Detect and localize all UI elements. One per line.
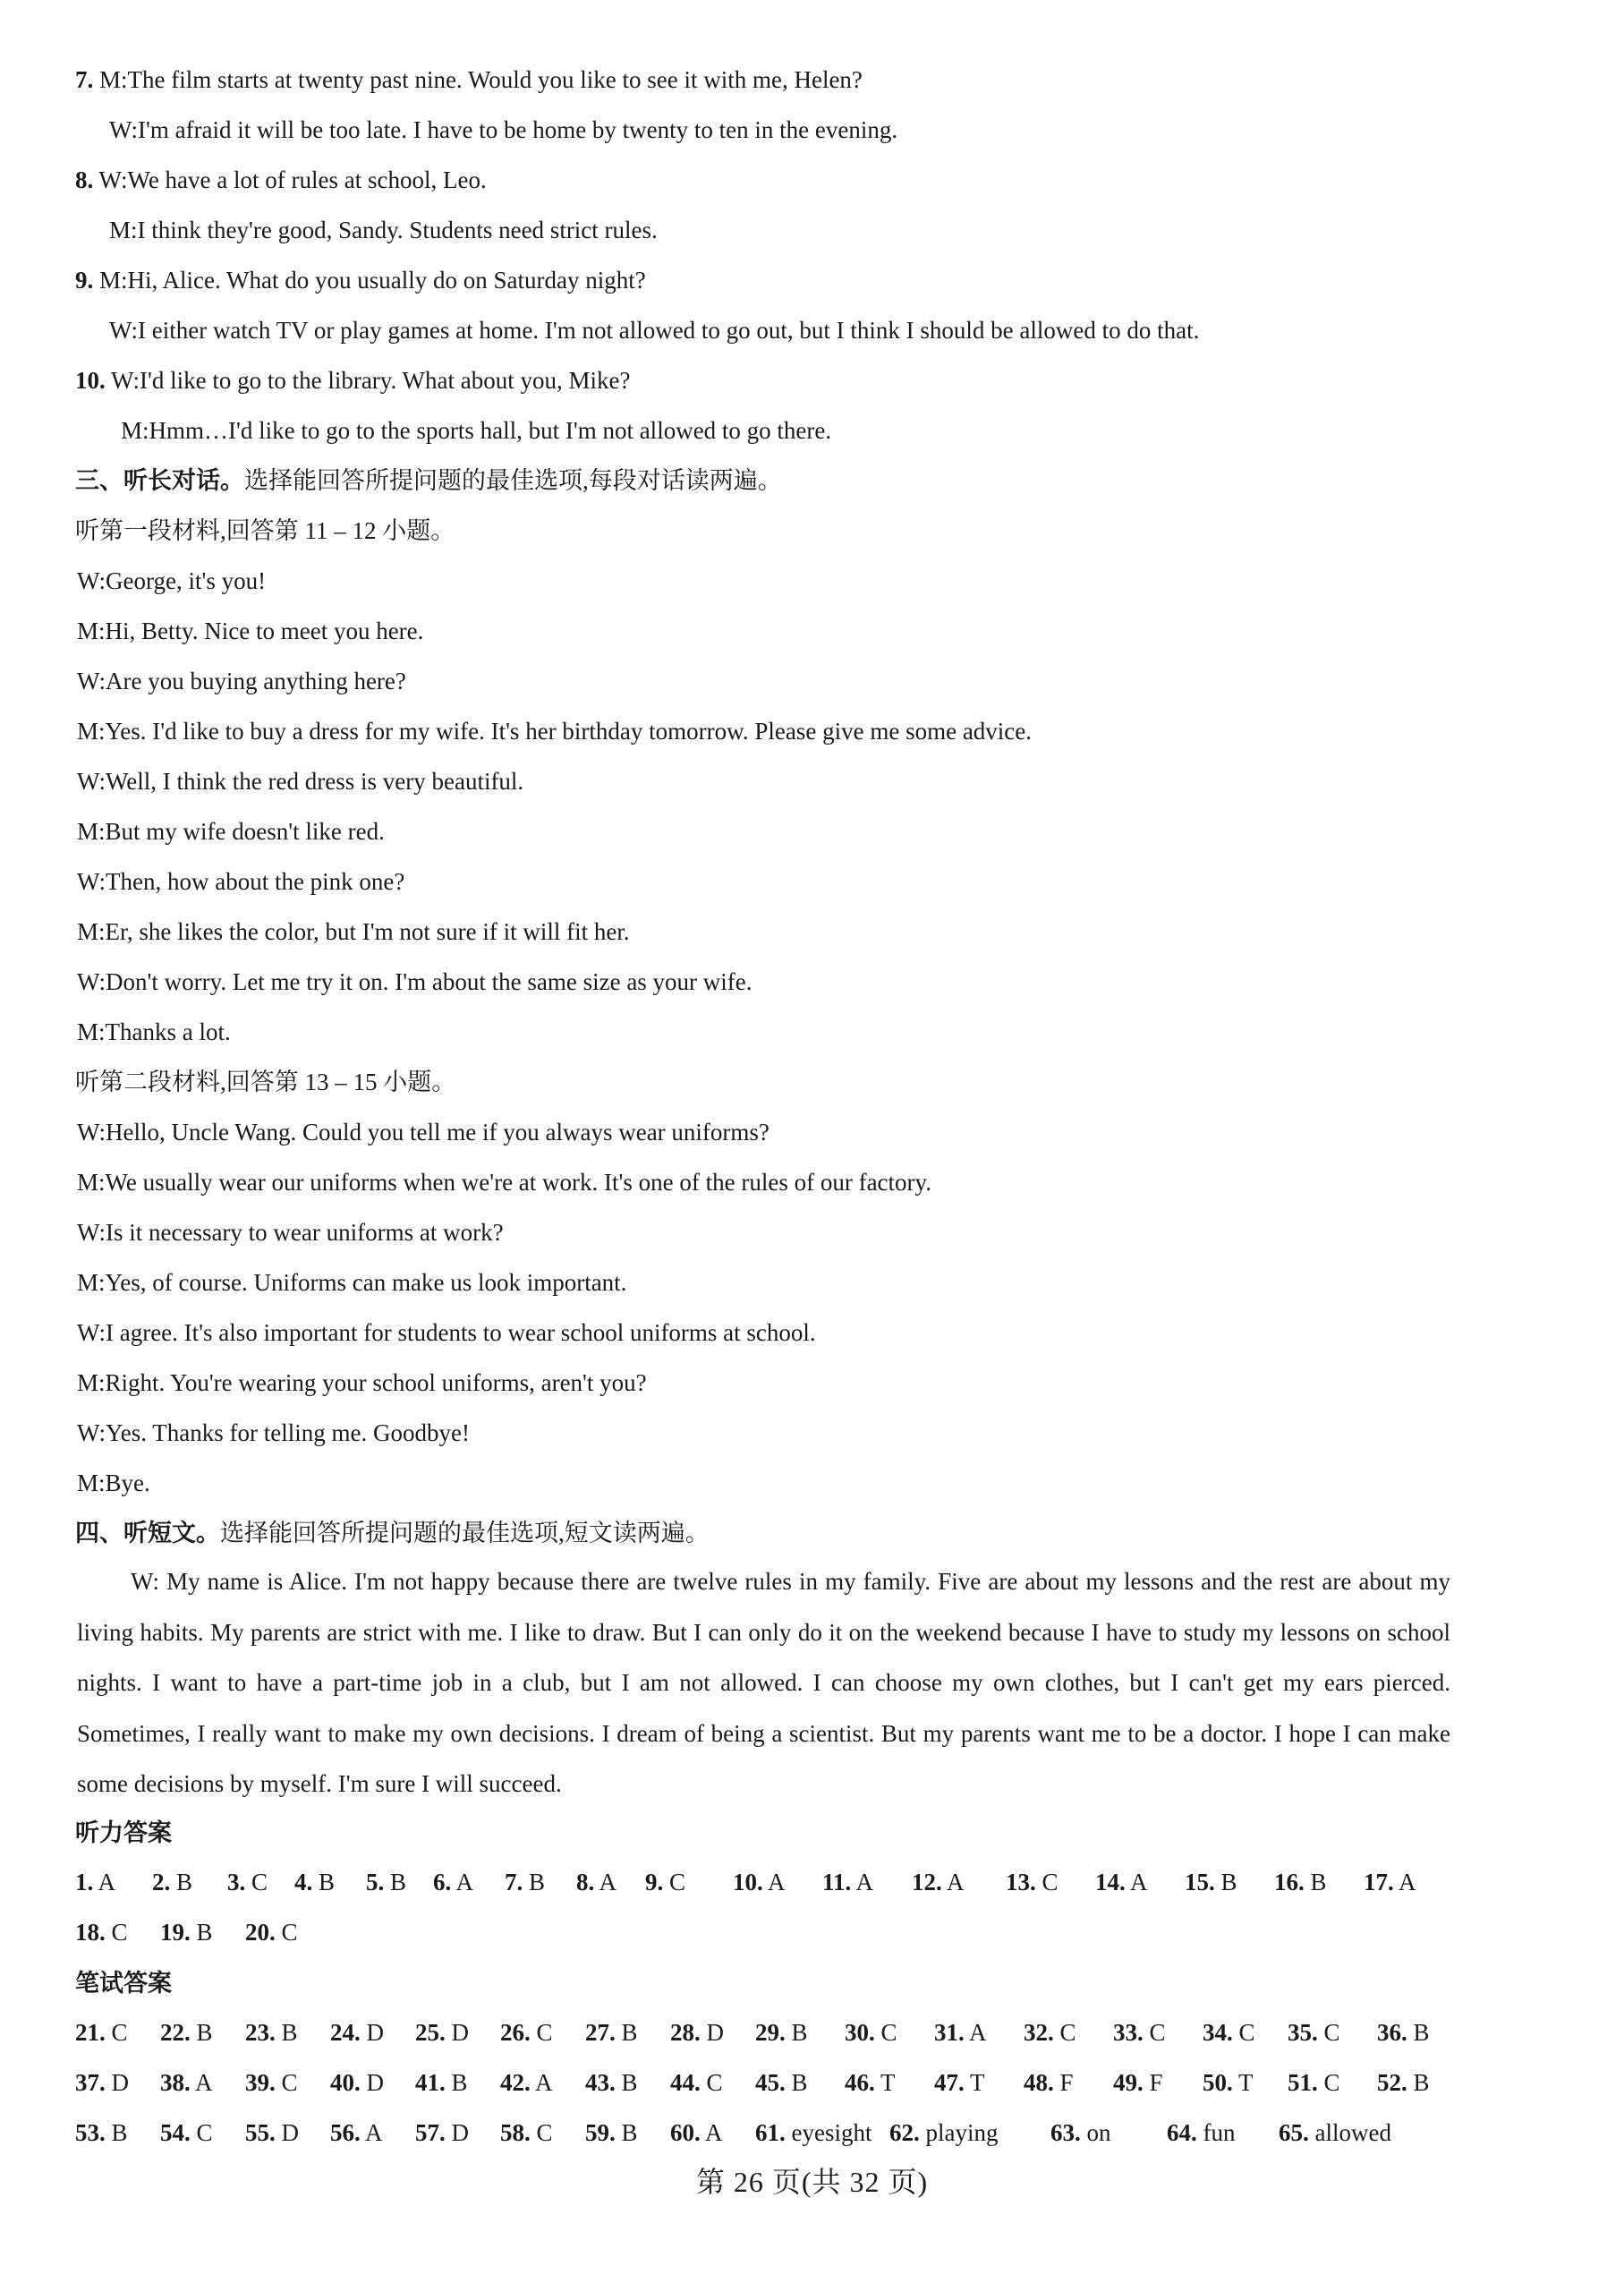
answer-item	[160, 1914, 213, 1950]
answer-item	[670, 2115, 723, 2151]
dialog-text: The film starts at twenty past nine. Would you like to see it with me, Helen?	[127, 66, 863, 93]
dialog-text: Thanks a lot.	[105, 1018, 231, 1045]
dialog-text: I'd like to go to the library. What about you, Mike?	[140, 367, 631, 394]
answer-number: 27.	[585, 2019, 616, 2046]
answer-item	[160, 2015, 213, 2050]
speaker: W:	[77, 668, 106, 694]
answer-number: 58.	[500, 2119, 531, 2146]
answer-number: 19.	[160, 1919, 191, 1946]
answer-value: C	[275, 2069, 298, 2096]
answer-item	[1279, 2115, 1391, 2151]
speaker: M:	[99, 267, 128, 294]
speaker: W:	[77, 1319, 106, 1346]
answer-value: A	[594, 1869, 617, 1895]
question-number: 8.	[75, 166, 94, 193]
answer-number: 41.	[415, 2069, 446, 2096]
question-number: 10.	[75, 367, 106, 394]
answer-number: 23.	[245, 2019, 276, 2046]
answer-value: C	[1053, 2019, 1076, 2046]
answer-value: C	[1317, 2019, 1340, 2046]
answer-item	[152, 1864, 192, 1900]
answer-item	[1377, 2065, 1430, 2100]
answer-item	[227, 1864, 268, 1900]
answer-item	[1024, 2015, 1076, 2050]
dialog-line	[77, 1266, 1624, 1299]
dialog-7-line-2	[109, 114, 1624, 146]
dialog-line	[77, 715, 1624, 747]
written-answers-heading: 笔试答案	[75, 1970, 172, 1998]
dialog-line	[77, 665, 1624, 697]
answer-item	[670, 2015, 724, 2050]
answer-item	[1050, 2115, 1111, 2151]
answer-value: A	[451, 1869, 474, 1895]
speaker: M:	[77, 1469, 106, 1496]
answer-number: 39.	[245, 2069, 276, 2096]
answer-item	[245, 1914, 298, 1950]
dialog-9-line-1	[75, 264, 1624, 296]
answer-value: T	[964, 2069, 985, 2096]
answer-item	[75, 2065, 129, 2100]
answer-value: B	[190, 1919, 213, 1946]
speaker: M:	[77, 1169, 106, 1196]
answer-value: C	[530, 2119, 553, 2146]
dialog-text: Yes. I'd like to buy a dress for my wife. It's her birthday tomorrow. Please give me some advice.	[105, 718, 1033, 745]
dialog-text: Well, I think the red dress is very beautiful.	[105, 768, 524, 795]
dialog-text: Hi, Alice. What do you usually do on Saturday night?	[127, 267, 646, 294]
dialog-line	[77, 916, 1624, 948]
answer-value: B	[1304, 1869, 1327, 1895]
answer-item	[1377, 2015, 1430, 2050]
speaker: W:	[109, 116, 138, 143]
answer-value: C	[190, 2119, 213, 2146]
answer-value: A	[700, 2119, 723, 2146]
answer-value: A	[941, 1869, 965, 1895]
section-4-heading	[75, 1517, 1624, 1550]
answer-value: A	[360, 2119, 383, 2146]
answer-number: 40.	[330, 2069, 361, 2096]
answer-item	[585, 2065, 638, 2100]
answer-value: playing	[919, 2119, 999, 2146]
answer-item	[415, 2015, 469, 2050]
answer-item	[505, 1864, 545, 1900]
answer-value: T	[1232, 2069, 1254, 2096]
answer-value: B	[1214, 1869, 1237, 1895]
section-instruction: 选择能回答所提问题的最佳选项,每段对话读两遍。	[244, 467, 782, 494]
part-1-heading: 听第一段材料,回答第 11 – 12 小题。	[75, 517, 455, 544]
speaker: M:	[77, 918, 106, 945]
answer-value: on	[1080, 2119, 1111, 2146]
dialog-line	[77, 815, 1624, 848]
answer-number: 25.	[415, 2019, 446, 2046]
answer-item	[1113, 2065, 1163, 2100]
dialog-text: Yes. Thanks for telling me. Goodbye!	[105, 1419, 470, 1446]
question-number: 7.	[75, 66, 94, 93]
answer-value: C	[1143, 2019, 1166, 2046]
dialog-text: George, it's you!	[105, 567, 267, 594]
answer-number: 64.	[1167, 2119, 1197, 2146]
dialog-line	[77, 1216, 1624, 1248]
answer-value: B	[312, 1869, 336, 1895]
answer-value: C	[530, 2019, 553, 2046]
part-2-heading: 听第二段材料,回答第 13 – 15 小题。	[75, 1069, 456, 1095]
answer-item	[245, 2015, 298, 2050]
dialog-line	[77, 966, 1624, 998]
dialog-text: Don't worry. Let me try it on. I'm about the same size as your wife.	[105, 968, 752, 995]
listening-answers-heading: 听力答案	[75, 1819, 172, 1847]
dialog-text: We have a lot of rules at school, Leo.	[127, 166, 487, 193]
answer-number: 44.	[670, 2069, 701, 2096]
answer-value: B	[1407, 2069, 1430, 2096]
answer-item	[433, 1864, 473, 1900]
answer-value: C	[105, 1919, 128, 1946]
answer-number: 22.	[160, 2019, 191, 2046]
answer-item	[755, 2015, 808, 2050]
answer-item	[1167, 2115, 1236, 2151]
answer-value: B	[170, 1869, 193, 1895]
answer-value: A	[851, 1869, 874, 1895]
answer-number: 47.	[934, 2069, 965, 2096]
answer-value: eyesight	[785, 2119, 872, 2146]
answer-item	[934, 2015, 987, 2050]
dialog-line	[77, 1316, 1624, 1349]
dialog-7-line-1	[75, 64, 1624, 96]
answer-number: 59.	[585, 2119, 616, 2146]
answer-number: 56.	[330, 2119, 361, 2146]
answer-number: 17.	[1364, 1869, 1394, 1895]
answer-item	[330, 2115, 383, 2151]
dialog-text: But my wife doesn't like red.	[105, 818, 385, 845]
answer-item	[1288, 2015, 1340, 2050]
answer-number: 5.	[366, 1869, 385, 1895]
answer-item	[75, 2115, 128, 2151]
answer-value: D	[105, 2069, 129, 2096]
answer-value: B	[785, 2019, 808, 2046]
answer-item	[415, 2065, 468, 2100]
answer-item	[1203, 2015, 1255, 2050]
answer-value: B	[785, 2069, 808, 2096]
answer-value: C	[700, 2069, 723, 2096]
answer-value: T	[874, 2069, 896, 2096]
answer-number: 32.	[1024, 2019, 1054, 2046]
answer-value: F	[1143, 2069, 1163, 2096]
answer-value: C	[1232, 2019, 1255, 2046]
answer-number: 29.	[755, 2019, 786, 2046]
answer-number: 51.	[1288, 2069, 1318, 2096]
answer-number: 13.	[1006, 1869, 1036, 1895]
dialog-line	[77, 565, 1624, 597]
answer-number: 65.	[1279, 2119, 1309, 2146]
answer-item	[585, 2115, 638, 2151]
dialog-line	[77, 1417, 1624, 1449]
speaker: W:	[77, 1419, 106, 1446]
answer-number: 61.	[755, 2119, 786, 2146]
dialog-text: Hi, Betty. Nice to meet you here.	[105, 618, 424, 644]
dialog-text: Then, how about the pink one?	[105, 868, 405, 895]
dialog-line	[77, 1016, 1624, 1048]
answer-item	[75, 1914, 128, 1950]
dialog-10-line-2	[121, 414, 1624, 447]
speaker: W:	[109, 317, 138, 344]
answer-item	[934, 2065, 985, 2100]
answer-item	[733, 1864, 786, 1900]
answer-number: 43.	[585, 2069, 616, 2096]
dialog-text: Are you buying anything here?	[105, 668, 406, 694]
answer-number: 38.	[160, 2069, 191, 2096]
speaker: W:	[77, 968, 106, 995]
answer-value: B	[615, 2119, 638, 2146]
answer-item	[670, 2065, 723, 2100]
answer-value: C	[663, 1869, 686, 1895]
answer-number: 21.	[75, 2019, 106, 2046]
answer-number: 54.	[160, 2119, 191, 2146]
dialog-line	[77, 1467, 1624, 1499]
answer-item	[500, 2115, 553, 2151]
answer-number: 7.	[505, 1869, 523, 1895]
answer-number: 11.	[822, 1869, 852, 1895]
answer-item	[294, 1864, 335, 1900]
answer-value: A	[530, 2069, 553, 2096]
answer-item	[330, 2015, 384, 2050]
answer-value: B	[615, 2019, 638, 2046]
answer-item	[160, 2065, 213, 2100]
answer-value: A	[1125, 1869, 1148, 1895]
answer-item	[1113, 2015, 1166, 2050]
speaker: W:	[98, 166, 128, 193]
answer-value: B	[1407, 2019, 1430, 2046]
answer-value: D	[360, 2019, 384, 2046]
answer-item	[845, 2015, 897, 2050]
answer-number: 4.	[294, 1869, 313, 1895]
answer-item	[330, 2065, 384, 2100]
answer-number: 55.	[245, 2119, 276, 2146]
speaker: W:	[77, 1219, 106, 1246]
answer-item	[500, 2065, 553, 2100]
answer-value: C	[105, 2019, 128, 2046]
dialog-text: Hello, Uncle Wang. Could you tell me if you always wear uniforms?	[105, 1119, 769, 1146]
answer-item	[755, 2115, 872, 2151]
section-instruction: 选择能回答所提问题的最佳选项,短文读两遍。	[220, 1520, 710, 1546]
dialog-line	[77, 1116, 1624, 1148]
answer-number: 48.	[1024, 2069, 1054, 2096]
dialog-line	[77, 615, 1624, 647]
answer-number: 36.	[1377, 2019, 1407, 2046]
answer-value: D	[700, 2019, 724, 2046]
answer-number: 52.	[1377, 2069, 1407, 2096]
answer-value: B	[275, 2019, 298, 2046]
answer-value: D	[275, 2119, 299, 2146]
answer-number: 15.	[1185, 1869, 1215, 1895]
dialog-8-line-2	[109, 214, 1624, 246]
dialog-text: Bye.	[105, 1469, 150, 1496]
answer-value: C	[1035, 1869, 1059, 1895]
dialog-text: I'm afraid it will be too late. I have to be home by twenty to ten in the evening.	[137, 116, 898, 143]
answer-item	[755, 2065, 808, 2100]
answer-value: B	[445, 2069, 468, 2096]
answer-number: 31.	[934, 2019, 965, 2046]
section-3-heading	[75, 464, 1624, 498]
dialog-line	[77, 765, 1624, 797]
answer-value: B	[105, 2119, 128, 2146]
answer-number: 26.	[500, 2019, 531, 2046]
answer-value: B	[615, 2069, 638, 2096]
passage-text: W: My name is Alice. I'm not happy because there are twelve rules in my family. Five are about my lessons and the rest are about my living habits. My parents are strict with me. I like to draw. But I can only do it on the weekend because I have to study my lessons on school nights. I want to have a part-time job in a club, but I am not allowed. I can choose my own clothes, but I can't get my ears pierced. Sometimes, I really want to make my own decisions. I dream of being a scientist. But my parents want me to be a doctor. I hope I can make some decisions by myself. I'm sure I will succeed.	[77, 1568, 1450, 1798]
answer-item	[160, 2115, 213, 2151]
answer-number: 30.	[845, 2019, 875, 2046]
answer-value: A	[1393, 1869, 1416, 1895]
answer-item	[912, 1864, 965, 1900]
answer-value: C	[245, 1869, 268, 1895]
dialog-8-line-1	[75, 164, 1624, 196]
dialog-text: Yes, of course. Uniforms can make us look important.	[105, 1269, 627, 1296]
answer-number: 9.	[645, 1869, 664, 1895]
answer-number: 16.	[1274, 1869, 1305, 1895]
answer-number: 10.	[733, 1869, 763, 1895]
answer-number: 50.	[1203, 2069, 1233, 2096]
answer-value: F	[1053, 2069, 1074, 2096]
dialog-9-line-2	[109, 314, 1624, 346]
speaker: M:	[77, 718, 106, 745]
answer-value: A	[762, 1869, 786, 1895]
dialog-10-line-1	[75, 364, 1624, 396]
dialog-text: I either watch TV or play games at home. I'm not allowed to go out, but I think I should be allowed to do that.	[137, 317, 1200, 344]
answer-item	[1095, 1864, 1148, 1900]
answer-value: A	[190, 2069, 213, 2096]
answer-value: A	[93, 1869, 116, 1895]
section-title: 四、听短文。	[75, 1520, 220, 1547]
answer-number: 8.	[576, 1869, 595, 1895]
answer-item	[1185, 1864, 1237, 1900]
dialog-text: Er, she likes the color, but I'm not sure if it will fit her.	[105, 918, 630, 945]
answer-number: 62.	[889, 2119, 920, 2146]
answer-item	[1024, 2065, 1074, 2100]
dialog-text: Hmm…I'd like to go to the sports hall, but I'm not allowed to go there.	[149, 417, 832, 444]
answer-number: 42.	[500, 2069, 531, 2096]
answer-item	[245, 2065, 298, 2100]
answer-value: B	[190, 2019, 213, 2046]
answer-number: 49.	[1113, 2069, 1144, 2096]
answer-item	[1274, 1864, 1327, 1900]
answer-item	[585, 2015, 638, 2050]
answer-number: 2.	[152, 1869, 171, 1895]
answer-item	[1288, 2065, 1340, 2100]
answer-number: 33.	[1113, 2019, 1144, 2046]
answer-item	[245, 2115, 299, 2151]
answer-item	[415, 2115, 469, 2151]
answer-number: 6.	[433, 1869, 452, 1895]
speaker: M:	[121, 417, 149, 444]
answer-number: 3.	[227, 1869, 246, 1895]
answer-item	[576, 1864, 616, 1900]
answer-number: 1.	[75, 1869, 94, 1895]
answer-value: B	[523, 1869, 546, 1895]
answer-item	[822, 1864, 873, 1900]
speaker: M:	[99, 66, 128, 93]
answer-number: 53.	[75, 2119, 106, 2146]
answer-number: 14.	[1095, 1869, 1126, 1895]
dialog-text: We usually wear our uniforms when we're at work. It's one of the rules of our factory.	[105, 1169, 932, 1196]
dialog-line	[77, 865, 1624, 898]
answer-number: 57.	[415, 2119, 446, 2146]
answer-item	[75, 2015, 128, 2050]
answer-number: 12.	[912, 1869, 942, 1895]
answer-value: A	[964, 2019, 987, 2046]
answer-value: D	[445, 2019, 469, 2046]
answer-item	[1006, 1864, 1059, 1900]
answer-item	[1203, 2065, 1254, 2100]
speaker: M:	[77, 1269, 106, 1296]
dialog-text: Right. You're wearing your school uniforms, aren't you?	[105, 1369, 647, 1396]
answer-number: 34.	[1203, 2019, 1233, 2046]
answer-value: C	[874, 2019, 897, 2046]
speaker: W:	[111, 367, 140, 394]
answer-value: D	[445, 2119, 469, 2146]
answer-number: 24.	[330, 2019, 361, 2046]
answer-value: fun	[1196, 2119, 1236, 2146]
dialog-line	[77, 1166, 1624, 1198]
answer-value: C	[275, 1919, 298, 1946]
answer-number: 20.	[245, 1919, 276, 1946]
answer-number: 35.	[1288, 2019, 1318, 2046]
answer-value: B	[384, 1869, 407, 1895]
dialog-text: I think they're good, Sandy. Students need strict rules.	[137, 217, 658, 243]
answer-item	[500, 2015, 553, 2050]
answer-number: 37.	[75, 2069, 106, 2096]
answer-number: 18.	[75, 1919, 106, 1946]
speaker: M:	[77, 818, 106, 845]
page-footer: 第 26 页(共 32 页)	[695, 2166, 929, 2198]
answer-value: C	[1317, 2069, 1340, 2096]
answer-item	[645, 1864, 685, 1900]
answer-number: 28.	[670, 2019, 701, 2046]
dialog-line	[77, 1367, 1624, 1399]
speaker: W:	[77, 567, 106, 594]
speaker: W:	[77, 1119, 106, 1146]
answer-item	[1364, 1864, 1416, 1900]
answer-item	[366, 1864, 406, 1900]
speaker: M:	[77, 618, 106, 644]
question-number: 9.	[75, 267, 94, 294]
answer-number: 60.	[670, 2119, 701, 2146]
dialog-text: Is it necessary to wear uniforms at work?	[105, 1219, 504, 1246]
speaker: W:	[77, 868, 106, 895]
speaker: M:	[77, 1369, 106, 1396]
dialog-text: I agree. It's also important for students to wear school uniforms at school.	[105, 1319, 816, 1346]
answer-number: 45.	[755, 2069, 786, 2096]
answer-number: 46.	[845, 2069, 875, 2096]
speaker: M:	[77, 1018, 106, 1045]
answer-item	[845, 2065, 896, 2100]
answer-item	[75, 1864, 115, 1900]
answer-number: 63.	[1050, 2119, 1081, 2146]
answer-value: allowed	[1308, 2119, 1391, 2146]
speaker: M:	[109, 217, 138, 243]
answer-value: D	[360, 2069, 384, 2096]
section-title: 三、听长对话。	[75, 467, 244, 495]
speaker: W:	[77, 768, 106, 795]
answer-item	[889, 2115, 999, 2151]
